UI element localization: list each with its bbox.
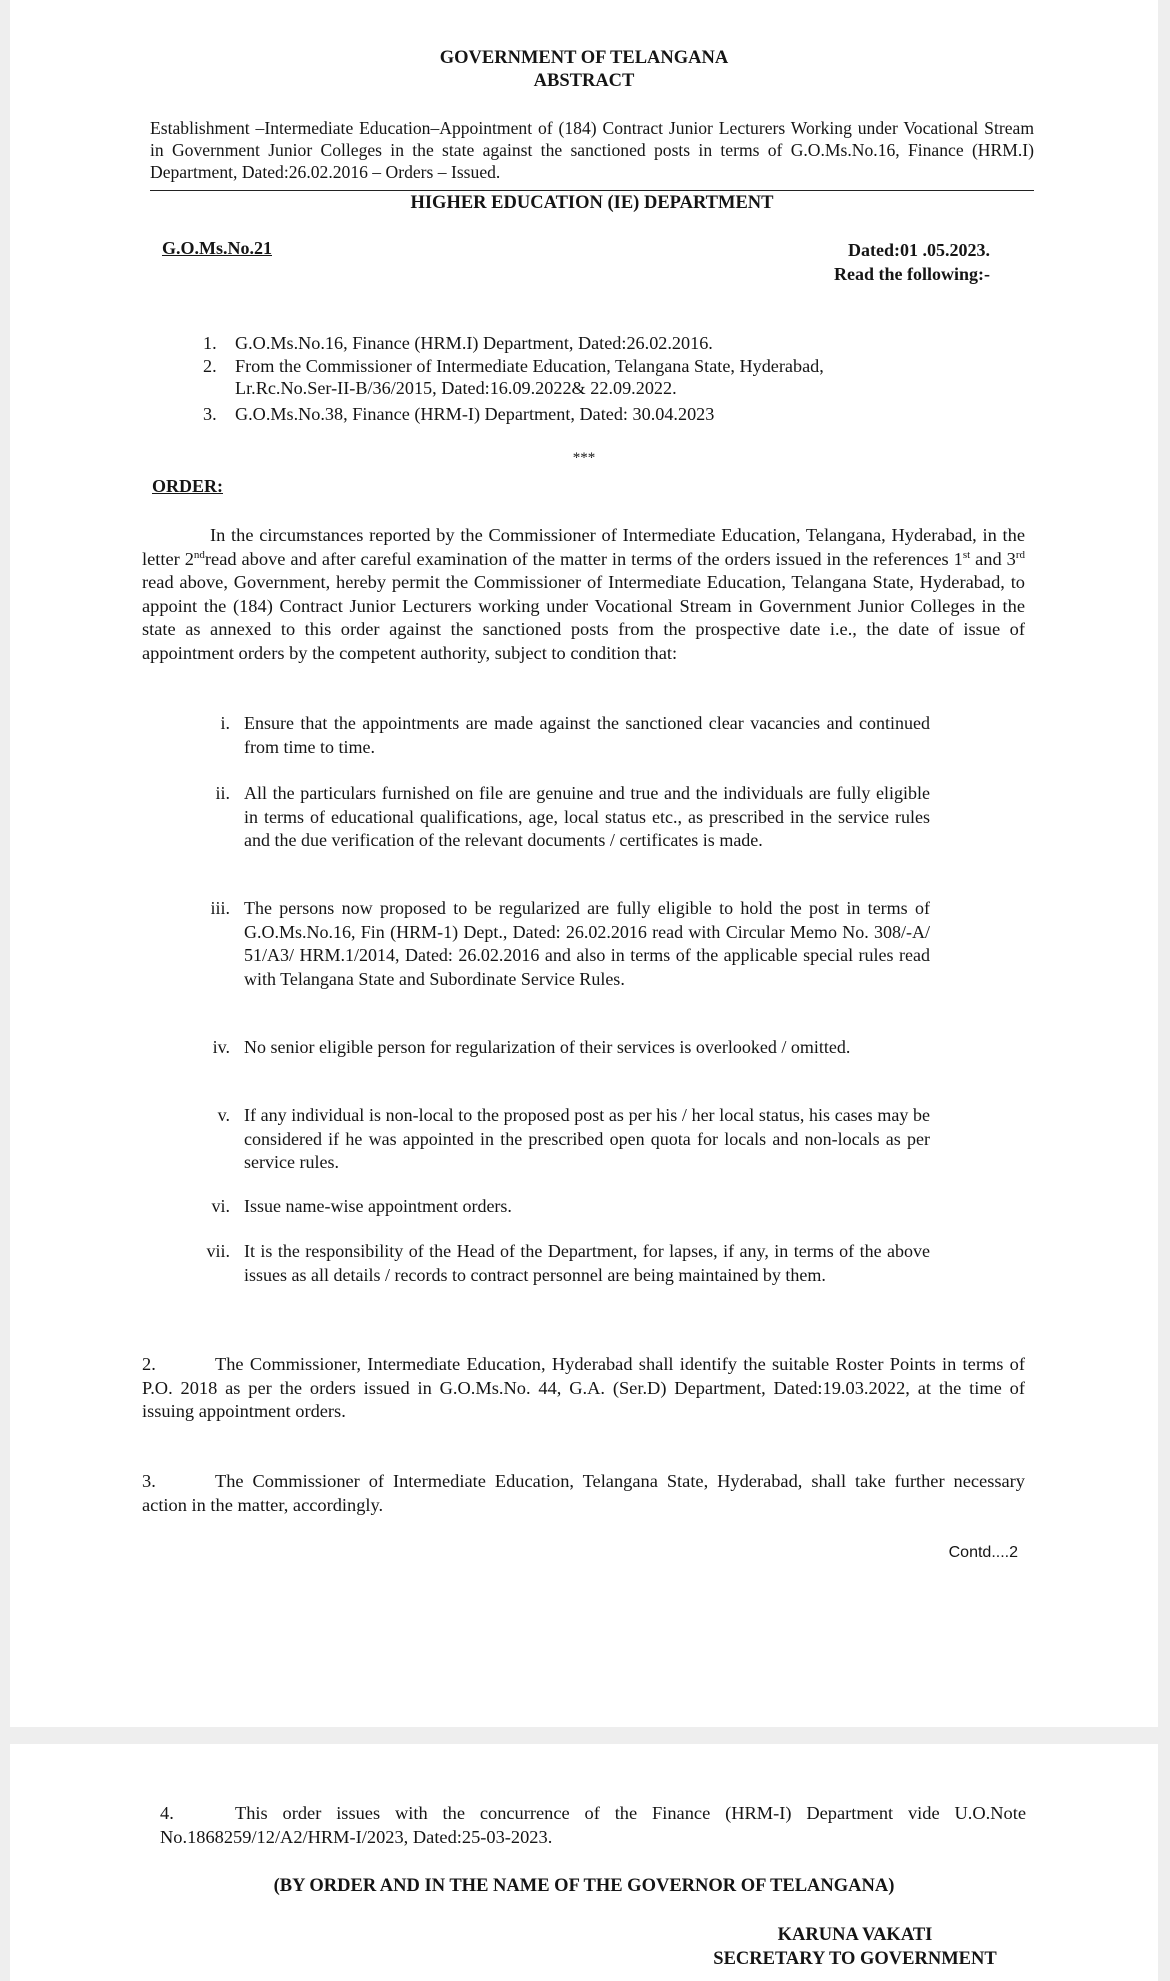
read-following: Read the following:- xyxy=(834,264,990,284)
order-paragraph-1: In the circumstances reported by the Commissioner of Intermediate Education, Telangana, Hyderabad, in the letter 2ndread above and after careful examination of the matter in terms of the orders issued in the references 1st and 3rd read above, Government, hereby permit the Commissioner of Intermediate Education, Telangana State, Hyderabad, to appoint the (184) Contract Junior Lecturers working under Vocational Stream in Government Junior Colleges in the state as annexed to this order against the sanctioned posts from the prospective date i.e., the date of issue of appointment orders by the competent authority, subject to condition that: xyxy=(142,525,1025,663)
governor-order-line: (BY ORDER AND IN THE NAME OF THE GOVERNOR OF TELANGANA) xyxy=(273,1876,895,1896)
order-heading: ORDER: xyxy=(152,476,223,496)
department-title: HIGHER EDUCATION (IE) DEPARTMENT xyxy=(410,193,774,213)
order-paragraph-2: 2. The Commissioner, Intermediate Education, Hyderabad shall identify the suitable Roster Points in terms of P.O. 2018 as per the orders issued in G.O.Ms.No. 44, G.A. (Ser.D) Department, Dated:19.03.2022, at the time of issuing appointment orders. xyxy=(142,1354,1025,1421)
condition-item: The persons now proposed to be regularized are fully eligible to hold the post in terms of G.O.Ms.No.16, Fin (HRM-1) Dept., Dated: 26.02.2016 read with Circular Memo No. 308/-A/ 51/A3/ HRM.1/2014, Dated: 26.02.2016 and also in terms of the applicable special rules read with Telangana State and Subordinate Service Rules. xyxy=(244,898,930,989)
reference-item: G.O.Ms.No.38, Finance (HRM-I) Department, Dated: 30.04.2023 xyxy=(235,404,715,424)
condition-item: All the particulars furnished on file are genuine and true and the individuals are fully eligible in terms of educational qualifications, age, local status etc., as prescribed in the service rules and the due verification of the relevant documents / certificates is made. xyxy=(244,783,930,850)
condition-number: vi. xyxy=(211,1196,230,1216)
condition-item: It is the responsibility of the Head of the Department, for lapses, if any, in terms of the above issues as all details / records to contract personnel are being maintained by them. xyxy=(244,1241,930,1285)
signatory-name: KARUNA VAKATI xyxy=(777,1925,933,1945)
subject-text: Establishment –Intermediate Education–Appointment of (184) Contract Junior Lecturers Working under Vocational Stream in Government Junior Colleges in the state against the sanctioned posts in terms of G.O.Ms.No.16, Finance (HRM.I) Department, Dated:26.02.2016 – Orders – Issued. xyxy=(150,118,1034,182)
abstract-title: ABSTRACT xyxy=(533,71,635,91)
reference-item: From the Commissioner of Intermediate Education, Telangana State, Hyderabad, Lr.Rc.No.Ser-II-B/36/2015, Dated:16.09.2022& 22.09.2022. xyxy=(235,356,824,398)
condition-number: iv. xyxy=(212,1037,230,1057)
subject-rule xyxy=(150,190,1034,191)
condition-item: If any individual is non-local to the proposed post as per his / her local status, his cases may be considered if he was appointed in the prescribed open quota for locals and non-locals as per service rules. xyxy=(244,1105,930,1172)
reference-item: G.O.Ms.No.16, Finance (HRM.I) Department, Dated:26.02.2016. xyxy=(235,333,713,353)
condition-item: Issue name-wise appointment orders. xyxy=(244,1196,512,1216)
condition-number: v. xyxy=(217,1105,230,1125)
condition-number: i. xyxy=(220,713,230,733)
reference-number: 2. xyxy=(203,356,217,376)
condition-number: ii. xyxy=(215,783,230,803)
document-page-2 xyxy=(10,1744,1158,1981)
signatory-designation: SECRETARY TO GOVERNMENT xyxy=(713,1949,997,1969)
reference-number: 1. xyxy=(203,333,217,353)
condition-number: iii. xyxy=(210,898,230,918)
government-title: GOVERNMENT OF TELANGANA xyxy=(439,48,729,68)
condition-item: Ensure that the appointments are made against the sanctioned clear vacancies and continued from time to time. xyxy=(244,713,930,757)
order-paragraph-4: 4. This order issues with the concurrence of the Finance (HRM-I) Department vide U.O.Note No.1868259/12/A2/HRM-I/2023, Dated:25-03-2023. xyxy=(160,1803,1026,1847)
order-paragraph-3: 3. The Commissioner of Intermediate Education, Telangana State, Hyderabad, shall take further necessary action in the matter, accordingly. xyxy=(142,1471,1025,1515)
go-number: G.O.Ms.No.21 xyxy=(162,238,272,258)
separator-stars: *** xyxy=(572,450,596,466)
condition-item: No senior eligible person for regularization of their services is overlooked / omitted. xyxy=(244,1037,851,1057)
document-page-1 xyxy=(10,0,1158,1727)
condition-number: vii. xyxy=(206,1241,230,1261)
reference-number: 3. xyxy=(203,404,217,424)
continued-marker: Contd....2 xyxy=(948,1544,1018,1561)
go-dated: Dated:01 .05.2023. xyxy=(848,240,990,260)
